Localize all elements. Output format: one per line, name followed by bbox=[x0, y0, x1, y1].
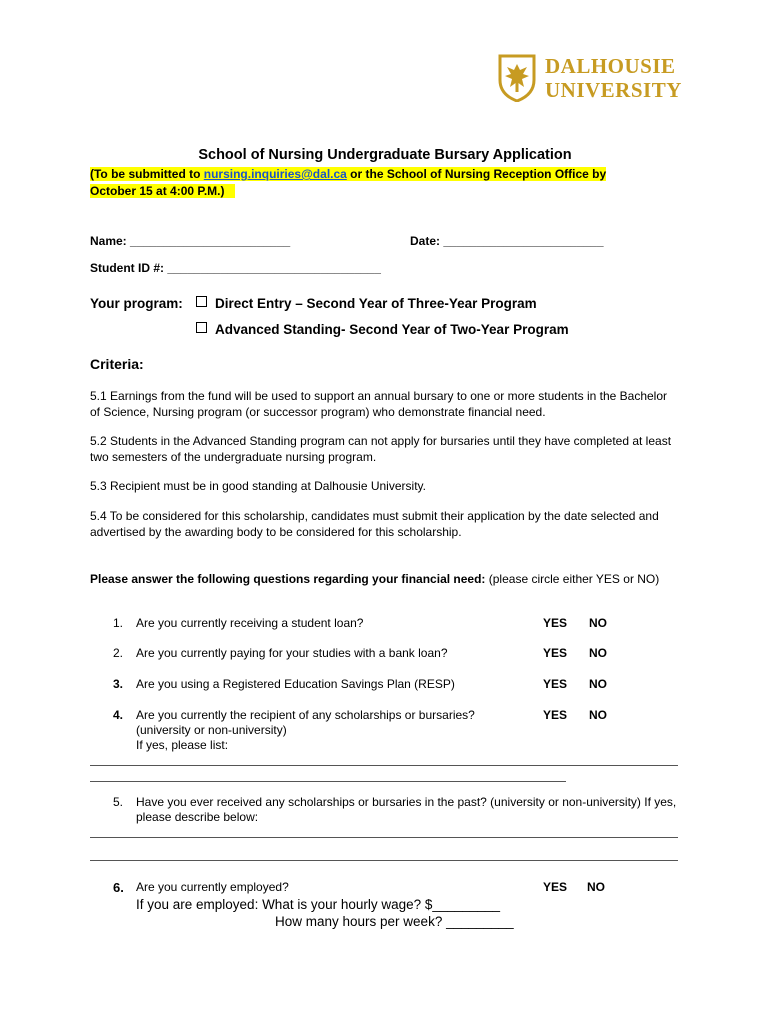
q5-text: Have you ever received any scholarships or bursaries in the past? (university or non-university) If yes, please describe below: bbox=[136, 795, 677, 824]
q4-line3: If yes, please list: bbox=[136, 738, 229, 752]
q6-wage-field[interactable]: If you are employed: What is your hourly wage? $_________ bbox=[136, 897, 500, 912]
q4-no[interactable]: NO bbox=[589, 708, 607, 722]
criteria-5-3: 5.3 Recipient must be in good standing at Dalhousie University. bbox=[90, 479, 426, 493]
q1-yes[interactable]: YES bbox=[543, 616, 568, 630]
name-field[interactable]: Name: ________________________ bbox=[90, 234, 291, 248]
criteria-heading: Criteria: bbox=[90, 356, 144, 372]
q4-answer-line-2[interactable] bbox=[90, 781, 566, 782]
q4-line1: Are you currently the recipient of any scholarships or bursaries? bbox=[136, 708, 475, 722]
financial-intro-bold: Please answer the following questions regarding your financial need: bbox=[90, 572, 486, 586]
logo-line2: UNIVERSITY bbox=[545, 78, 682, 102]
program-option2-label: Advanced Standing- Second Year of Two-Year Program bbox=[215, 322, 569, 337]
submission-deadline: October 15 at 4:00 P.M.) bbox=[90, 184, 235, 198]
checkbox-icon[interactable] bbox=[196, 322, 207, 333]
q3-number: 3. bbox=[113, 677, 124, 691]
page-title: School of Nursing Undergraduate Bursary Application bbox=[198, 147, 572, 163]
q2-no[interactable]: NO bbox=[589, 646, 607, 660]
q3-text: Are you using a Registered Education Savings Plan (RESP) bbox=[136, 677, 455, 691]
criteria-5-2: 5.2 Students in the Advanced Standing program can not apply for bursaries until they have completed at least two semesters of the undergraduate nursing program. bbox=[90, 434, 672, 464]
checkbox-icon[interactable] bbox=[196, 296, 207, 307]
q2-yes[interactable]: YES bbox=[543, 646, 568, 660]
university-crest-icon bbox=[497, 54, 537, 102]
q3-no[interactable]: NO bbox=[589, 677, 607, 691]
criteria-5-4: 5.4 To be considered for this scholarship, candidates must submit their application by the date selected and advertised by the awarding body to be considered for this scholarship. bbox=[90, 509, 659, 539]
q4-answer-line-1[interactable] bbox=[90, 765, 678, 766]
q6-hours-field[interactable]: How many hours per week? _________ bbox=[275, 914, 514, 929]
q6-yes[interactable]: YES bbox=[543, 880, 568, 894]
q1-text: Are you currently receiving a student loan? bbox=[136, 616, 364, 630]
submission-note bbox=[90, 166, 650, 200]
q4-yes[interactable]: YES bbox=[543, 708, 568, 722]
submission-suffix: or the School of Nursing Reception Office by bbox=[346, 167, 607, 181]
q4-text bbox=[136, 708, 475, 753]
date-field[interactable]: Date: ________________________ bbox=[410, 234, 604, 248]
program-option-advanced-standing[interactable] bbox=[196, 322, 569, 337]
email-link[interactable]: nursing.inquiries@dal.ca bbox=[203, 167, 347, 181]
q6-no[interactable]: NO bbox=[587, 880, 605, 894]
program-option-direct-entry[interactable] bbox=[196, 296, 537, 311]
q1-number: 1. bbox=[113, 616, 124, 630]
program-label: Your program: bbox=[90, 296, 183, 311]
q1-no[interactable]: NO bbox=[589, 616, 607, 630]
financial-intro bbox=[90, 572, 680, 588]
q3-yes[interactable]: YES bbox=[543, 677, 568, 691]
q5-number: 5. bbox=[113, 795, 124, 809]
student-id-field[interactable]: Student ID #: ________________________________ bbox=[90, 261, 381, 275]
q5-answer-line-1[interactable] bbox=[90, 837, 678, 838]
financial-intro-rest: (please circle either YES or NO) bbox=[485, 572, 660, 586]
logo-line1: DALHOUSIE bbox=[545, 54, 676, 78]
submission-prefix: (To be submitted to bbox=[90, 167, 204, 181]
dalhousie-logo bbox=[497, 52, 687, 104]
q6-text: Are you currently employed? bbox=[136, 880, 289, 894]
q2-text: Are you currently paying for your studies with a bank loan? bbox=[136, 646, 448, 660]
q2-number: 2. bbox=[113, 646, 124, 660]
criteria-5-1: 5.1 Earnings from the fund will be used to support an annual bursary to one or more students in the Bachelor of Science, Nursing program (or successor program) who demonstrate financial need. bbox=[90, 389, 668, 419]
q5-answer-line-2[interactable] bbox=[90, 860, 678, 861]
q4-number: 4. bbox=[113, 708, 124, 722]
q6-number: 6. bbox=[113, 880, 124, 895]
q4-line2: (university or non-university) bbox=[136, 723, 287, 737]
program-option1-label: Direct Entry – Second Year of Three-Year Program bbox=[215, 296, 537, 311]
